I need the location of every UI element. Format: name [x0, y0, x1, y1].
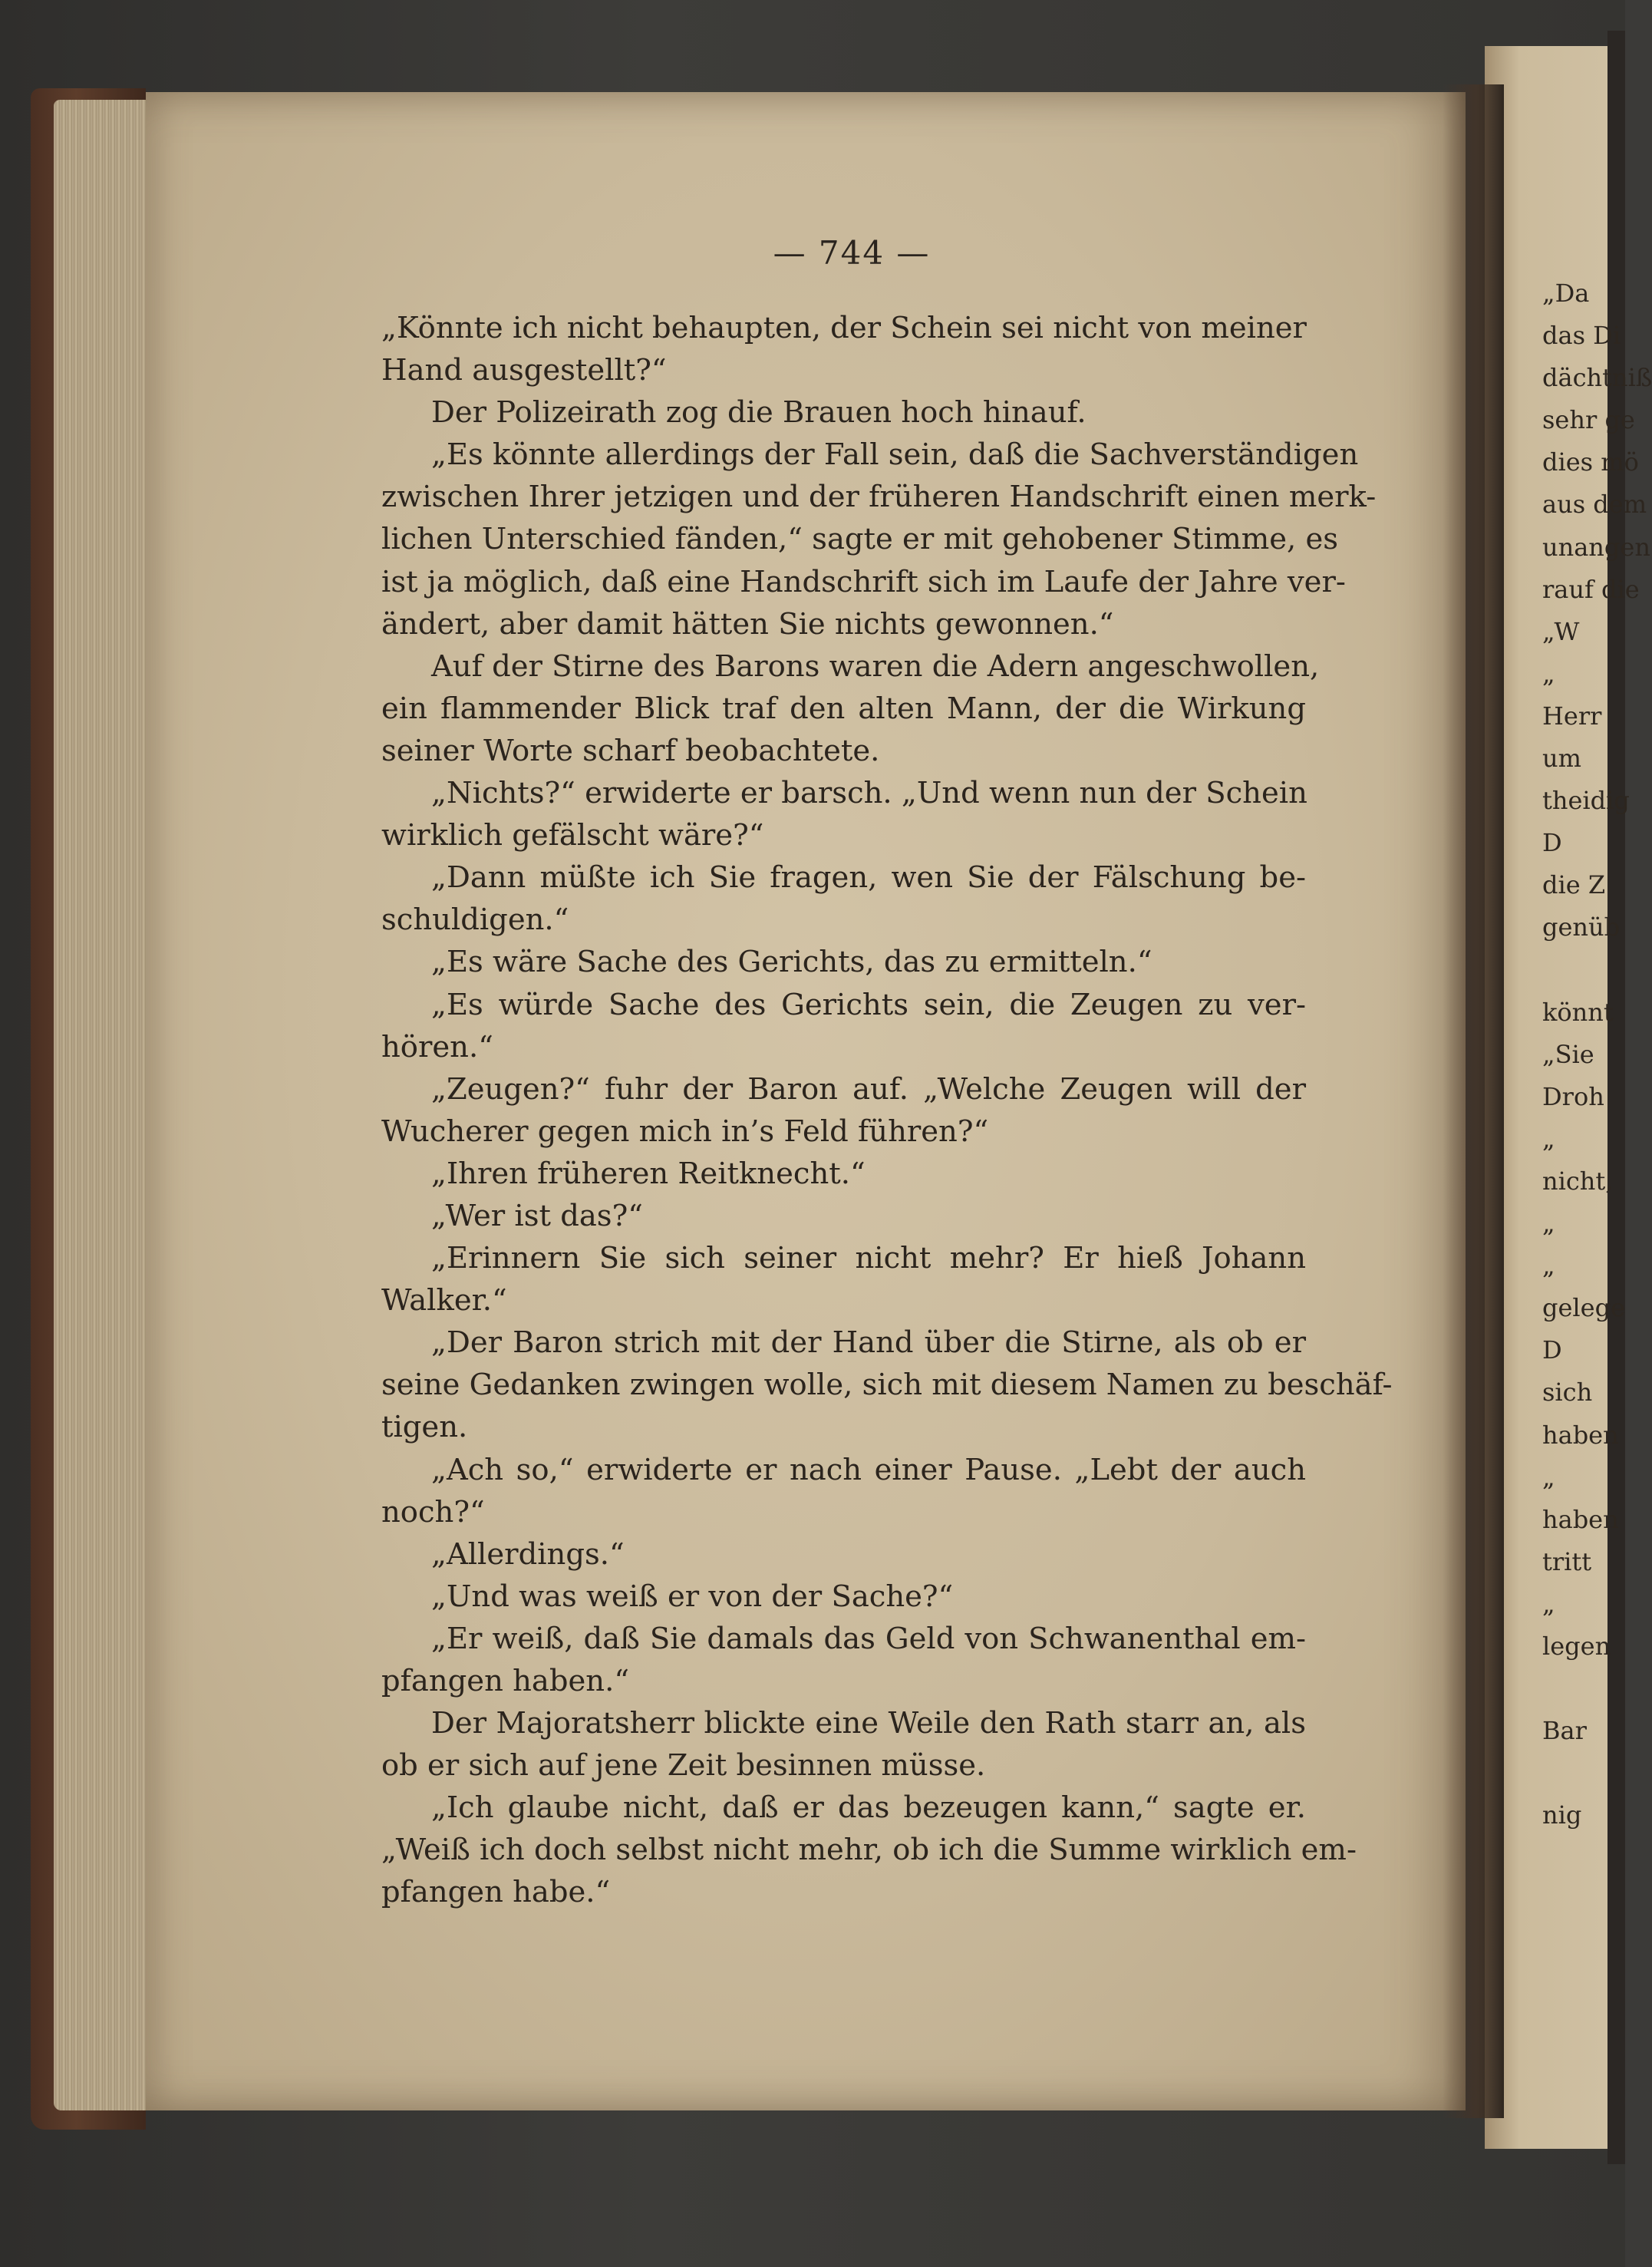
- right-page-fragment: Bar: [1542, 1716, 1587, 1746]
- right-page-fragment: nig: [1542, 1800, 1582, 1830]
- right-page-fragment: könnt: [1542, 997, 1614, 1027]
- text-line: „Wer ist das?“: [431, 1198, 643, 1233]
- text-line: Wucherer gegen mich in’s Feld führen?“: [381, 1114, 989, 1149]
- right-page-fragment: nicht,: [1542, 1166, 1614, 1196]
- right-page-fragment: „: [1542, 1251, 1555, 1281]
- text-line: ob er sich auf jene Zeit besinnen müsse.: [381, 1748, 986, 1784]
- text-line: „Ich glaube nicht, daß er das bezeugen kann,“ sagte er.: [431, 1790, 1306, 1826]
- text-line: wirklich gefälscht wäre?“: [381, 818, 764, 853]
- text-line: „Ach so,“ erwiderte er nach einer Pause. „Lebt der auch: [431, 1452, 1306, 1487]
- right-page-fragment: „: [1542, 1209, 1555, 1239]
- text-line: „Zeugen?“ fuhr der Baron auf. „Welche Zeugen will der: [431, 1071, 1306, 1107]
- text-line: „Nichts?“ erwiderte er barsch. „Und wenn nun der Schein: [431, 776, 1307, 811]
- right-page-fragment: dächtniß: [1542, 363, 1652, 393]
- right-page-fragment: Herr: [1542, 701, 1602, 731]
- right-page-fragment: [1542, 1752, 1634, 1794]
- right-page-fragment: [1542, 949, 1634, 992]
- text-line: hören.“: [381, 1029, 493, 1064]
- book-gutter: [1443, 84, 1504, 2118]
- text-line: Hand ausgestellt?“: [381, 353, 667, 388]
- text-line: „Es wäre Sache des Gerichts, das zu ermitteln.“: [431, 945, 1152, 980]
- text-line: „Der Baron strich mit der Hand über die Stirne, als ob er: [431, 1325, 1306, 1361]
- text-line: Walker.“: [381, 1283, 507, 1318]
- right-page-fragment: „Sie: [1542, 1039, 1594, 1069]
- text-line: Auf der Stirne des Barons waren die Adern angeschwollen,: [431, 648, 1320, 684]
- text-line: „Erinnern Sie sich seiner nicht mehr? Er hieß Johann: [431, 1241, 1306, 1276]
- right-page-fragment: „: [1542, 1462, 1555, 1492]
- right-page-fragment: genüb: [1542, 912, 1621, 942]
- right-page-fragment: legen: [1542, 1632, 1611, 1661]
- text-line: seine Gedanken zwingen wolle, sich mit diesem Namen zu beschäf-: [381, 1368, 1393, 1403]
- text-line: „Dann müßte ich Sie fragen, wen Sie der Fälschung be-: [431, 860, 1306, 896]
- text-line: Der Majoratsherr blickte eine Weile den Rath starr an, als: [431, 1706, 1306, 1741]
- text-line: „Könnte ich nicht behaupten, der Schein sei nicht von meiner: [381, 311, 1307, 345]
- text-line: „Weiß ich doch selbst nicht mehr, ob ich die Summe wirklich em-: [381, 1833, 1357, 1868]
- text-line: lichen Unterschied fänden,“ sagte er mit gehobener Stimme, es: [381, 522, 1339, 557]
- right-page-text: [1542, 272, 1652, 1836]
- text-line: „Und was weiß er von der Sache?“: [431, 1579, 954, 1614]
- text-line: „Er weiß, daß Sie damals das Geld von Schwanenthal em-: [431, 1621, 1306, 1656]
- right-page-fragment: die Z: [1542, 870, 1606, 900]
- right-page-fragment: „: [1542, 1124, 1555, 1153]
- right-page-fragment: [1542, 1668, 1634, 1710]
- text-line: schuldigen.“: [381, 903, 569, 938]
- right-page-fragment: dies mö: [1542, 447, 1639, 477]
- right-page-fragment: unangen: [1542, 532, 1650, 562]
- right-page-fragment: gelege: [1542, 1293, 1626, 1323]
- right-page-fragment: theidig: [1542, 786, 1630, 816]
- page-edges: [54, 100, 161, 2110]
- right-page-fragment: „: [1542, 1589, 1555, 1619]
- text-line: ein flammender Blick traf den alten Mann, der die Wirkung: [381, 691, 1306, 726]
- right-page-fragment: „: [1542, 658, 1555, 688]
- text-line: „Es könnte allerdings der Fall sein, daß die Sachverständigen: [431, 437, 1359, 473]
- text-line: ändert, aber damit hätten Sie nichts gewonnen.“: [381, 606, 1114, 642]
- right-page-fragment: Droh: [1542, 1081, 1604, 1111]
- text-line: zwischen Ihrer jetzigen und der früheren Handschrift einen merk-: [381, 480, 1377, 515]
- right-page-fragment: um: [1542, 744, 1581, 774]
- right-page-fragment: sehr ge: [1542, 405, 1635, 435]
- text-line: „Ihren früheren Reitknecht.“: [431, 1156, 866, 1191]
- right-page-fragment: „W: [1542, 616, 1580, 646]
- text-line: pfangen haben.“: [381, 1664, 630, 1698]
- right-page-fragment: das Di: [1542, 321, 1621, 351]
- text-line: ist ja möglich, daß eine Handschrift sich im Laufe der Jahre ver-: [381, 564, 1346, 599]
- right-page-fragment: haben: [1542, 1420, 1619, 1450]
- right-page-fragment: „Da: [1542, 279, 1590, 308]
- right-page-fragment: sich: [1542, 1378, 1593, 1407]
- right-page-fragment: aus dem: [1542, 490, 1647, 520]
- text-line: seiner Worte scharf beobachtete.: [381, 733, 880, 768]
- page-number: — 744 —: [773, 234, 931, 272]
- text-line: pfangen habe.“: [381, 1875, 611, 1910]
- text-line: Der Polizeirath zog die Brauen hoch hinauf.: [431, 395, 1086, 431]
- right-page-fragment: tritt: [1542, 1546, 1592, 1576]
- right-page-fragment: D: [1542, 1335, 1562, 1365]
- body-text: [381, 307, 1393, 1914]
- text-line: „Es würde Sache des Gerichts sein, die Zeugen zu ver-: [431, 987, 1306, 1022]
- right-page-fragment: rauf die: [1542, 574, 1640, 604]
- right-page-fragment: haben: [1542, 1504, 1619, 1534]
- text-line: tigen.: [381, 1410, 468, 1445]
- text-line: noch?“: [381, 1494, 485, 1529]
- right-page-fragment: D: [1542, 828, 1562, 858]
- text-line: „Allerdings.“: [431, 1536, 625, 1572]
